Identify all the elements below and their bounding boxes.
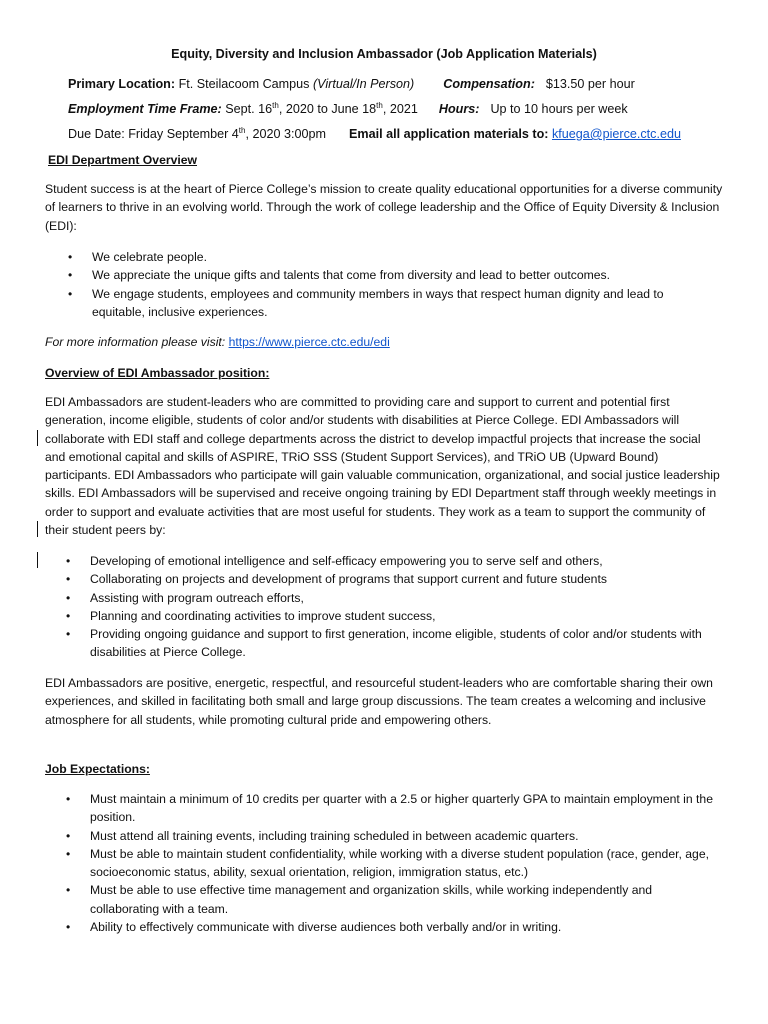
list-item-text: Must be able to maintain student confidentiality, while working with a diverse student population (race, gender, age, socioeconomic status, ability, sexual orientation, religion, immigration status, etc.) [90, 846, 709, 880]
list-item-text: Ability to effectively communicate with diverse audiences both verbally and/or in writing. [90, 920, 562, 935]
list-item-text: Assisting with program outreach efforts, [90, 590, 304, 605]
ambassador-closing-paragraph: EDI Ambassadors are positive, energetic, respectful, and resourceful student-leaders who are comfortable sharing their own experiences, and skilled in facilitating both small and large group discussions. The team creates a welcoming and inclusive atmosphere for all students, while promoting cultural pride and empowering others. [45, 676, 713, 727]
bullet-icon: • [66, 883, 71, 898]
location-note: (Virtual/In Person) [312, 77, 415, 91]
list-item-text: Planning and coordinating activities to improve student success, [90, 608, 436, 623]
job-expectations-list [66, 790, 722, 936]
due-date-rest: , 2020 3:00pm [245, 127, 326, 141]
overview-list-item [68, 248, 718, 266]
location-line [68, 77, 635, 91]
email-link[interactable]: kfuega@pierce.ctc.edu [551, 127, 681, 141]
timeframe-line [68, 102, 628, 116]
timeframe-start: Sept. 16 [225, 102, 273, 116]
due-date-line [68, 127, 681, 141]
bullet-icon: • [68, 250, 73, 264]
more-info-label: For more information please visit: [45, 335, 226, 349]
bullet-icon: • [66, 828, 71, 843]
expectation-list-item [66, 918, 722, 936]
change-bar [37, 552, 38, 568]
edi-website-link[interactable]: https://www.pierce.ctc.edu/edi [228, 335, 390, 349]
expectation-list-item [66, 790, 722, 827]
timeframe-end-sup: th [376, 100, 383, 110]
duty-list-item [66, 570, 718, 588]
change-bar [37, 521, 38, 537]
ambassador-heading: Overview of EDI Ambassador position: [45, 366, 270, 380]
edi-overview-list [68, 248, 718, 321]
duty-list-item [66, 625, 718, 662]
bullet-icon: • [66, 572, 71, 587]
change-bar [37, 430, 38, 446]
list-item-text: We appreciate the unique gifts and talents that come from diversity and lead to better outcomes. [92, 268, 611, 283]
due-date-label: Due Date: Friday September 4 [68, 127, 239, 141]
bullet-icon: • [66, 846, 71, 861]
duty-list-item [66, 607, 718, 625]
list-item-text: Providing ongoing guidance and support to first generation, income eligible, students of color and/or students with disabilities at Pierce College. [90, 627, 702, 660]
compensation-value: $13.50 per hour [545, 77, 635, 91]
edi-overview-paragraph: Student success is at the heart of Pierce College’s mission to create quality educational opportunities for a diverse community of learners to thrive in an evolving world. Through the work of college leadership and the Office of Equity Diversity & Inclusion (EDI): [45, 182, 723, 233]
bullet-icon: • [68, 286, 73, 301]
location-label: Primary Location: [68, 77, 176, 91]
expectation-list-item [66, 845, 722, 882]
expectation-list-item [66, 881, 722, 918]
timeframe-mid: , 2020 to June 18 [278, 102, 377, 116]
hours-label: Hours: [438, 102, 480, 116]
list-item-text: We celebrate people. [92, 250, 207, 264]
due-date-sup: th [238, 125, 246, 135]
timeframe-end: , 2021 [382, 102, 418, 116]
document-title: Equity, Diversity and Inclusion Ambassador (Job Application Materials) [171, 47, 597, 61]
bullet-icon: • [66, 608, 71, 623]
edi-overview-heading: EDI Department Overview [48, 153, 198, 167]
overview-list-item [68, 285, 718, 322]
more-info-line [45, 335, 390, 349]
location-value: Ft. Steilacoom Campus [178, 77, 310, 91]
expectation-list-item [66, 827, 722, 845]
duty-list-item [66, 589, 718, 607]
list-item-text: Must maintain a minimum of 10 credits per quarter with a 2.5 or higher quarterly GPA to maintain employment in the position. [90, 792, 713, 825]
compensation-label: Compensation: [443, 77, 535, 91]
list-item-text: Developing of emotional intelligence and self-efficacy empowering you to serve self and others, [90, 554, 603, 568]
email-label: Email all application materials to: [349, 127, 549, 141]
bullet-icon: • [66, 920, 71, 935]
duty-list-item [66, 552, 718, 570]
list-item-text: Must attend all training events, including training scheduled in between academic quarters. [90, 828, 579, 843]
bullet-icon: • [66, 792, 71, 806]
bullet-icon: • [66, 627, 71, 642]
job-expectations-heading: Job Expectations: [45, 762, 150, 776]
list-item-text: Must be able to use effective time management and organization skills, while working independently and collaborating with a team. [90, 883, 653, 916]
ambassador-paragraph: EDI Ambassadors are student-leaders who are committed to providing care and support to current and potential first generation, income eligible, students of color and/or students with disabilities at Pierce College. EDI Ambassadors will collaborate with EDI staff and college departments across the district to develop impactful projects that increase the social and emotional capital and skills of ASPIRE, TRiO SSS (Student Support Services), and TRiO UB (Upward Bound) participants. EDI Ambassadors who participate will gain valuable communication, organizational, and social justice leadership skills. EDI Ambassadors will be supervised and receive ongoing training by EDI Department staff through weekly meetings in order to support and evaluate activities that are most useful for students. They work as a team to support the community of their student peers by: [45, 395, 720, 538]
list-item-text: We engage students, employees and community members in ways that respect human dignity and lead to equitable, inclusive experiences. [92, 286, 664, 319]
bullet-icon: • [66, 590, 71, 605]
timeframe-start-sup: th [272, 100, 279, 110]
ambassador-duties-list [66, 552, 718, 662]
bullet-icon: • [68, 268, 73, 283]
timeframe-label: Employment Time Frame: [68, 102, 222, 116]
bullet-icon: • [66, 554, 71, 568]
overview-list-item [68, 266, 718, 284]
hours-value: Up to 10 hours per week [490, 102, 628, 116]
list-item-text: Collaborating on projects and development of programs that support current and future students [90, 572, 607, 587]
